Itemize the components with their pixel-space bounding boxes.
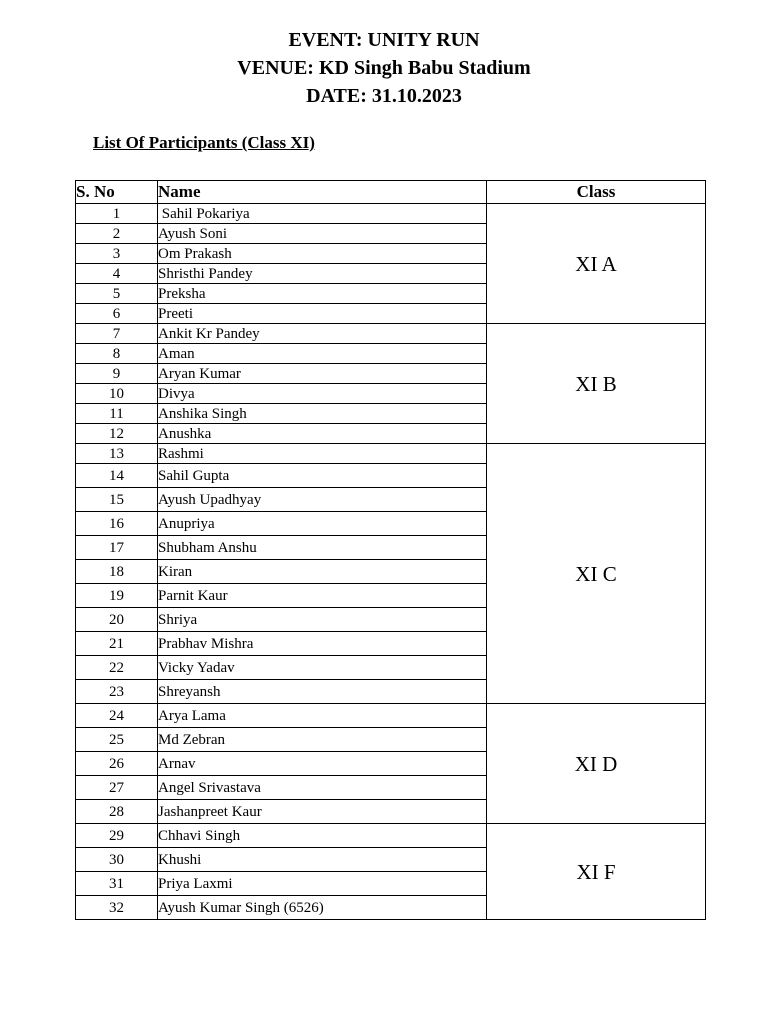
serial-number-cell: 6 [76,304,158,324]
participant-name-cell: Rashmi [158,444,487,464]
participant-name-cell: Aryan Kumar [158,364,487,384]
class-group-cell: XI D [487,704,706,824]
participant-name-cell: Arya Lama [158,704,487,728]
serial-number-cell: 12 [76,424,158,444]
serial-number-cell: 4 [76,264,158,284]
serial-number-cell: 24 [76,704,158,728]
table-row [76,324,706,344]
event-title: EVENT: UNITY RUN [288,29,480,51]
participant-name-cell: Ayush Soni [158,224,487,244]
participant-name-cell: Md Zebran [158,728,487,752]
participant-name-cell: Anushka [158,424,487,444]
serial-number-cell: 11 [76,404,158,424]
participant-name-cell: Anupriya [158,512,487,536]
participant-name-cell: Om Prakash [158,244,487,264]
participant-name-cell: Anshika Singh [158,404,487,424]
serial-number-cell: 29 [76,824,158,848]
participant-name-cell: Sahil Pokariya [158,204,487,224]
participant-name-cell: Vicky Yadav [158,656,487,680]
venue-title: VENUE: KD Singh Babu Stadium [237,57,531,79]
serial-number-cell: 13 [76,444,158,464]
serial-number-cell: 14 [76,464,158,488]
serial-number-cell: 18 [76,560,158,584]
participant-name-cell: Ayush Kumar Singh (6526) [158,896,487,920]
serial-number-cell: 27 [76,776,158,800]
list-subtitle: List Of Participants (Class XI) [93,133,315,152]
serial-number-cell: 5 [76,284,158,304]
class-group-cell: XI B [487,324,706,444]
participant-name-cell: Ankit Kr Pandey [158,324,487,344]
table-body [76,204,706,920]
serial-number-cell: 28 [76,800,158,824]
table-row [76,204,706,224]
participant-name-cell: Preksha [158,284,487,304]
serial-number-cell: 17 [76,536,158,560]
class-group-cell: XI C [487,444,706,704]
serial-number-cell: 23 [76,680,158,704]
serial-number-cell: 8 [76,344,158,364]
serial-number-cell: 16 [76,512,158,536]
serial-number-cell: 9 [76,364,158,384]
participant-name-cell: Ayush Upadhyay [158,488,487,512]
participants-table [75,180,706,920]
serial-number-cell: 3 [76,244,158,264]
column-header-class: Class [487,181,706,204]
serial-number-cell: 15 [76,488,158,512]
class-group-cell: XI F [487,824,706,920]
date-title: DATE: 31.10.2023 [306,85,462,107]
participant-name-cell: Arnav [158,752,487,776]
serial-number-cell: 22 [76,656,158,680]
table-header-row [76,181,706,204]
class-group-cell: XI A [487,204,706,324]
serial-number-cell: 7 [76,324,158,344]
participant-name-cell: Kiran [158,560,487,584]
participant-name-cell: Shriya [158,608,487,632]
table-row [76,444,706,464]
serial-number-cell: 21 [76,632,158,656]
table-row [76,704,706,728]
participant-name-cell: Khushi [158,848,487,872]
participant-name-cell: Priya Laxmi [158,872,487,896]
serial-number-cell: 25 [76,728,158,752]
serial-number-cell: 2 [76,224,158,244]
serial-number-cell: 31 [76,872,158,896]
participant-name-cell: Shristhi Pandey [158,264,487,284]
participant-name-cell: Sahil Gupta [158,464,487,488]
participant-name-cell: Shubham Anshu [158,536,487,560]
serial-number-cell: 32 [76,896,158,920]
serial-number-cell: 19 [76,584,158,608]
serial-number-cell: 20 [76,608,158,632]
serial-number-cell: 30 [76,848,158,872]
table-row [76,824,706,848]
participant-name-cell: Chhavi Singh [158,824,487,848]
participant-name-cell: Prabhav Mishra [158,632,487,656]
participant-name-cell: Angel Srivastava [158,776,487,800]
serial-number-cell: 10 [76,384,158,404]
serial-number-cell: 26 [76,752,158,776]
column-header-sno: S. No [76,181,158,204]
participant-name-cell: Jashanpreet Kaur [158,800,487,824]
participant-name-cell: Parnit Kaur [158,584,487,608]
serial-number-cell: 1 [76,204,158,224]
participant-name-cell: Aman [158,344,487,364]
participant-name-cell: Divya [158,384,487,404]
participant-name-cell: Shreyansh [158,680,487,704]
document-header [0,26,768,110]
column-header-name: Name [158,181,487,204]
participant-name-cell: Preeti [158,304,487,324]
